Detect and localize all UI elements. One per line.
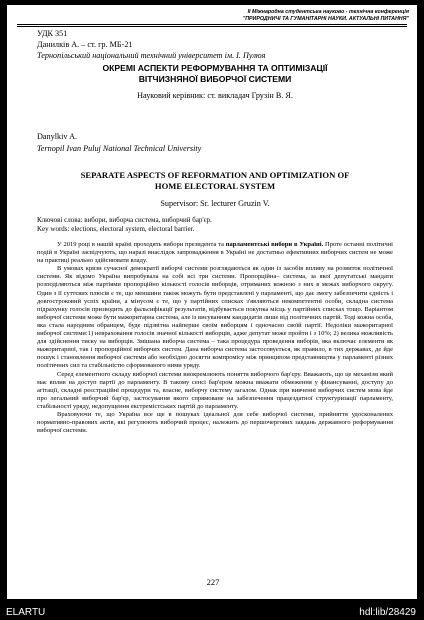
supervisor-ua: Науковий керівник: ст. викладач Грузін В. Я. (137, 91, 293, 100)
conference-line-2: "ПРИРОДНИЧІ ТА ГУМАНІТАРНІ НАУКИ. АКТУАЛЬНІ ПИТАННЯ" (242, 15, 409, 22)
paper-page (6, 4, 418, 600)
conference-line-1: II Міжнародна студентська науково - технічна конференція (247, 9, 409, 15)
title-ua-line-1: ОКРЕМІ АСПЕКТИ РЕФОРМУВАННЯ ТА ОПТИМІЗАЦІЇ (102, 63, 328, 73)
udc-code: УДК 351 (37, 29, 68, 38)
author-ua: Данилків А. – ст. гр. МБ-21 (37, 40, 133, 49)
paragraph-1: У 2019 році в нашій країні проходять вибори президента та парламентські вибори в Україні. Проте останні політичні подій в Україні засвідчують, що наразі внаслідок запровадження в Україні не достатньо ефективних виборчих систем не може на практиці реально здійснювати владу. (37, 241, 393, 265)
paragraph-2: В умовах кризи сучасної демократії виборчі системи розглядаються як один із засобів впливу на розвиток політичної системи. Як відомо Україна випробувала на собі всі три системи. Пропорційна– система, за якої депутатські мандати розподіляються між партіями пропорційно кількості голосів виборців, отриманих кожною з них в межах виборчого округу. Один з її суттєвих плюсів є те, що меншини також можуть бути представлені у парламенті, що дає змогу забезпечити єдність і довгостроковий успіх країни, а мінусом є те, що у партійних списках з'являються некомпетентні особи, складна система підрахунку голосів призводить до фальсифікації результатів, відбувається покупка місць у партійних списках тощо. Варіантом виборчої системи може бути мажоритарна система, але із висуванням кандидатів лише від політичних партій. Тоді кожна особа, яка стала народним обранцем, буде підзвітна найперше своїм виборцям і одночасно своїй партії. Недоліки мажоритарної виборчої системи:1) невраховання голосів значної кількості виборців, адже депутат може пройти і з 10%; 2) велика можливість для здійснення тиску на виборців. Змішана виборча система – така процедура проведення виборів, яка включає елементи як мажоритарної, так і пропорційної виборчих систем. Дана виборча система застосовується, як правило, в тих державах, де йде пошук і становлення виборчої системи або необхідно досягти компромісу між принципом представництва у парламенті різних політичних сил та стабільністю сформованого ними уряду. (37, 265, 393, 370)
keywords-en: Key words: elections, electoral system, electoral barrier. (37, 225, 195, 233)
paragraph-3: Серед елементного складу виборчої системи виокремлюють поняття виборчого бар'єру. Вважають, що це механізм який має вплив на доступ партії до парламенту. В такому сенсі бар'єром можна вважати обмеження у фінансуванні, доступу до агітації, складні реєстраційні процедури та, власне, виборчу систему загалом. Однак при вивченні виборчих систем мова йде про легальний виборчий бар'єр, застосування якого спрямоване на забезпечення працездатної структуризації парламенту, стабільності уряду, недопущення екстремістських партій до парламенту. (37, 370, 393, 410)
title-ua-line-2: ВІТЧИЗНЯНОЇ ВИБОРЧОЇ СИСТЕМИ (138, 74, 292, 84)
conference-header (7, 9, 409, 22)
handle-label: hdl:lib/28429 (359, 607, 416, 618)
affiliation-ua: Тернопільський національний технічний університет ім. І. Пулюя (37, 51, 266, 60)
supervisor-en: Supervisor: Sr. lecturer Gruzin V. (160, 199, 270, 208)
header-rule-bottom (17, 26, 407, 27)
bold-phrase: парламентські вибори в Україні. (225, 241, 324, 248)
title-ua (37, 63, 393, 85)
repository-label: ELARTU (6, 607, 46, 618)
article-body (37, 241, 393, 435)
title-en-line-2: HOME ELECTORAL SYSTEM (154, 181, 276, 191)
title-en-line-1: SEPARATE ASPECTS OF REFORMATION AND OPTIMIZATION OF (80, 170, 350, 180)
title-en (37, 170, 393, 192)
page-number: 227 (206, 577, 220, 587)
author-en: Danylkiv A. (37, 132, 78, 141)
keywords-ua: Ключові слова: вибори, виборча система, виборчий бар'єр. (37, 216, 212, 224)
affiliation-en: Ternopil Ivan Puluj National Technical University (37, 144, 202, 153)
paragraph-4: Враховуючи те, що Україна все ще в пошуках ідеальної для себе виборчої системи, прийняття удосконалених нормативно-правових актів, які регулюють виборчий процес, належить до першочергових завдань державного реформування виборчої системи. (37, 410, 393, 435)
header-rule-top (17, 24, 407, 25)
